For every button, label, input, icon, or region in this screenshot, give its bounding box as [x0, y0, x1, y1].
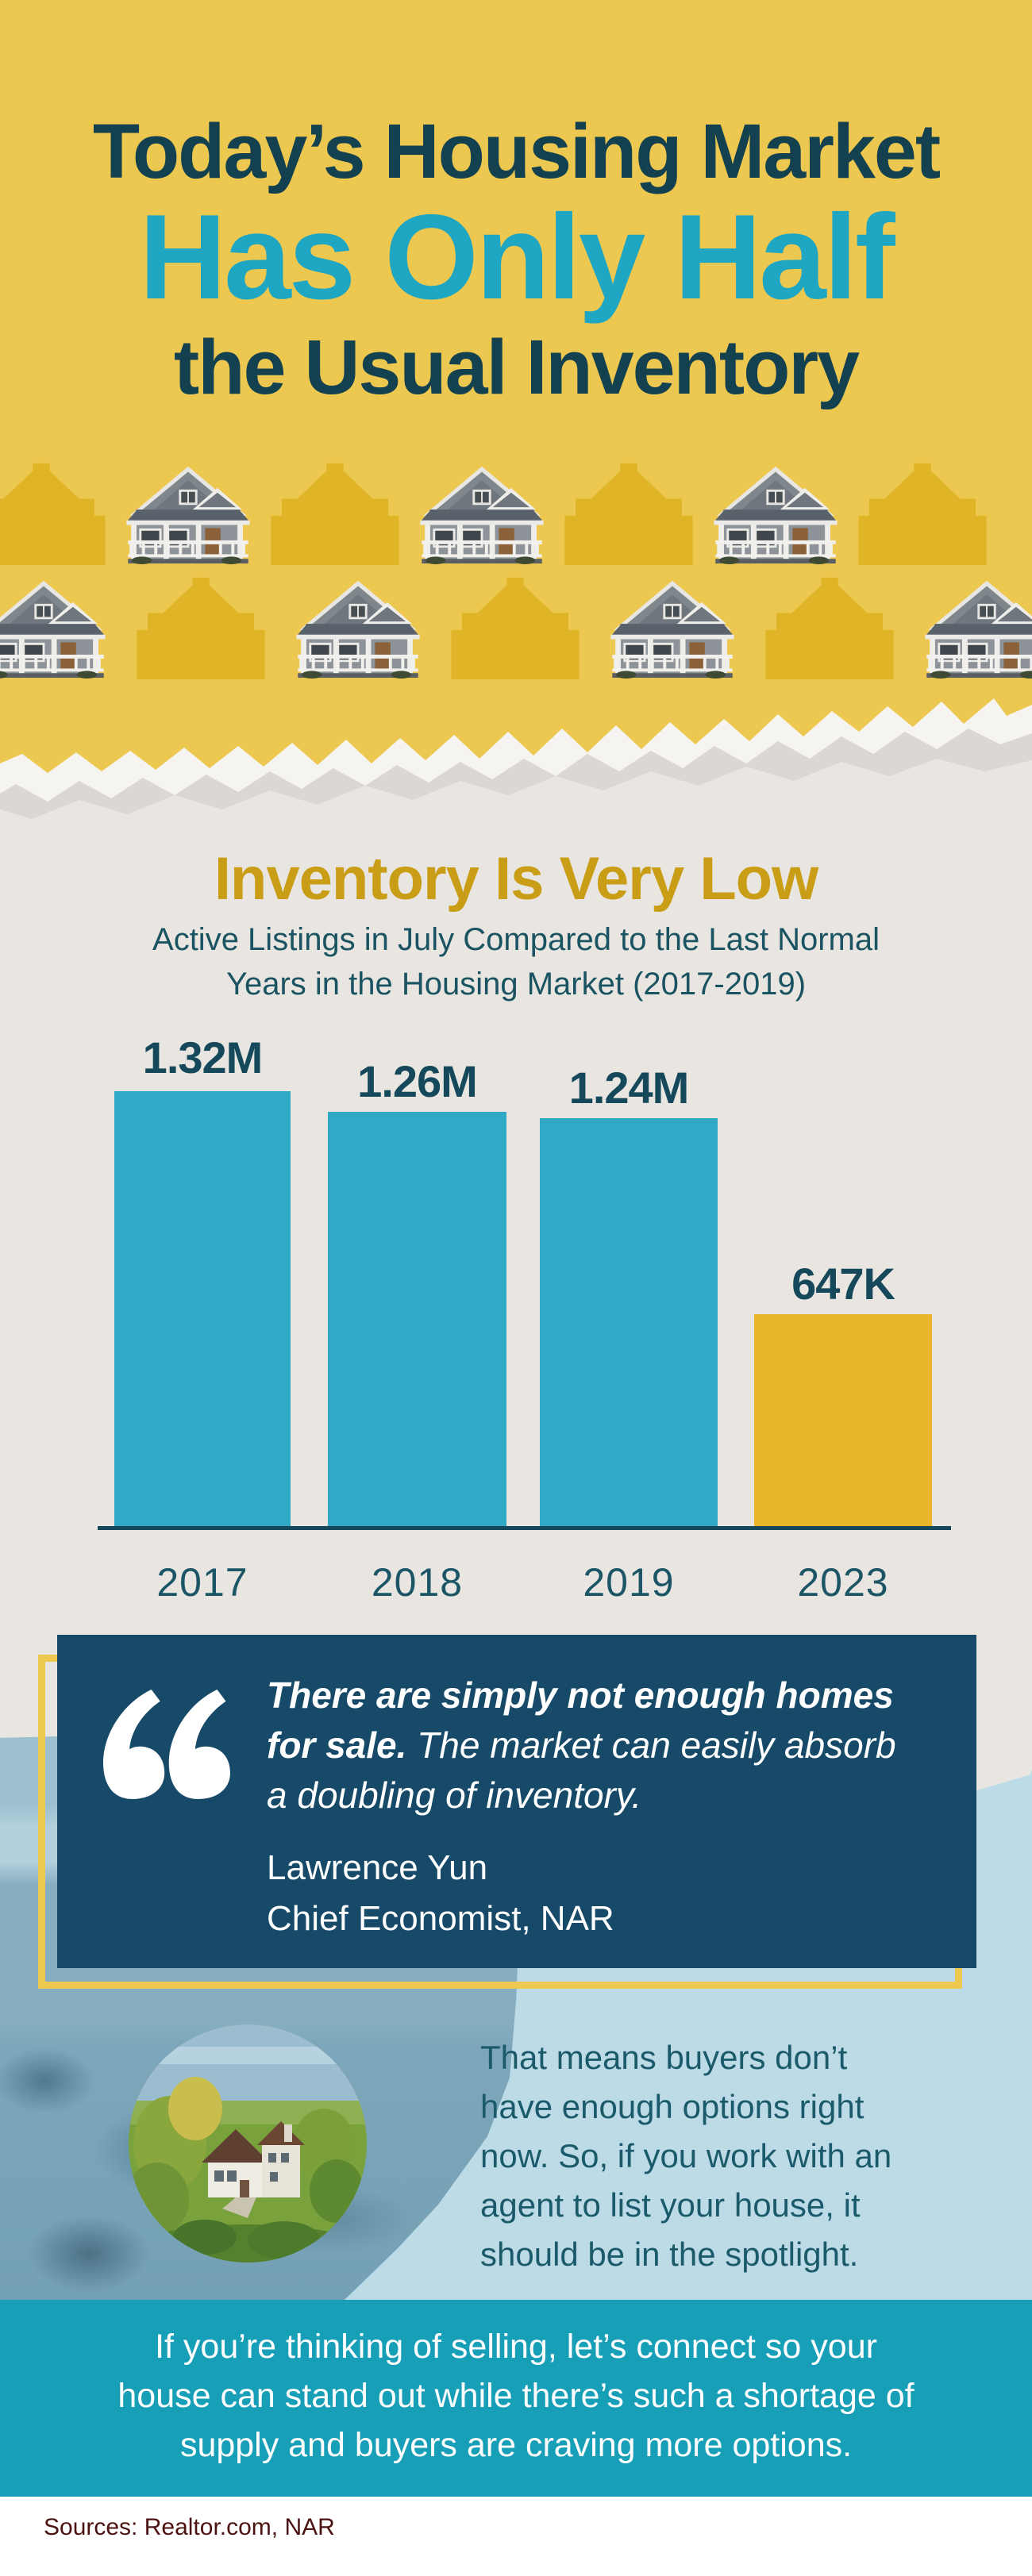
bar-value-2017: 1.32M: [142, 1032, 263, 1082]
axis-label-2019: 2019: [583, 1560, 675, 1605]
hero-title-line1: Today’s Housing Market: [92, 108, 940, 194]
bar-value-2019: 1.24M: [568, 1063, 689, 1113]
chart-subtitle-line1: Active Listings in July Compared to the Last Normal: [152, 922, 880, 957]
spotlight-line2: have enough options right: [480, 2088, 864, 2125]
house-silhouette-icon: [855, 459, 990, 565]
house-photo-icon: [411, 459, 553, 565]
cta-line2: house can stand out while there’s such a shortage of: [117, 2377, 915, 2415]
spotlight-line1: That means buyers don’t: [480, 2039, 848, 2076]
bar-2019: [540, 1118, 718, 1526]
quote-line2: [267, 1721, 934, 1771]
sources-text: Sources: Realtor.com, NAR: [44, 2514, 335, 2540]
spotlight-line3: now. So, if you work with an: [480, 2137, 892, 2174]
house-photo-icon: [602, 573, 743, 679]
quote-text: [267, 1671, 934, 1821]
axis-label-2018: 2018: [371, 1560, 464, 1605]
cta-line3: supply and buyers are craving more options.: [179, 2426, 853, 2464]
house-silhouette-icon: [762, 573, 897, 679]
quote-line1: There are simply not enough homes: [267, 1674, 894, 1716]
house-silhouette-icon: [448, 573, 583, 679]
quote-line2-bold: for sale.: [267, 1724, 407, 1766]
house-aerial-photo: [129, 2024, 367, 2263]
quote-mark-icon: [103, 1689, 230, 1800]
house-silhouette-icon: [0, 459, 109, 565]
quote-line3: a doubling of inventory.: [267, 1774, 642, 1816]
chart-subtitle: [0, 917, 1032, 1006]
quote-author: Lawrence Yun: [267, 1848, 488, 1887]
footer: [0, 2497, 1032, 2576]
house-photo-icon: [916, 573, 1032, 679]
axis-label-2023: 2023: [797, 1560, 889, 1605]
house-silhouette-icon: [268, 459, 402, 565]
bar-2017: [114, 1091, 291, 1526]
house-photo-icon: [705, 459, 846, 565]
house-photo-icon: [287, 573, 429, 679]
chart-axis-line: [98, 1526, 951, 1530]
hero-title-line3: the Usual Inventory: [173, 324, 859, 410]
chart-subtitle-line2: Years in the Housing Market (2017-2019): [225, 967, 807, 1002]
chart-title: Inventory Is Very Low: [214, 845, 818, 913]
axis-label-2017: 2017: [156, 1560, 248, 1605]
quote-line2-rest: The market can easily absorb: [406, 1724, 896, 1766]
spotlight-line4: agent to list your house, it: [480, 2186, 861, 2224]
house-photo-icon: [117, 459, 259, 565]
house-photo-icon: [0, 573, 114, 679]
hero-title-line2: Has Only Half: [139, 190, 893, 325]
house-silhouette-icon: [133, 573, 268, 679]
cta-line1: If you’re thinking of selling, let’s connect so your: [155, 2328, 877, 2366]
bar-value-2018: 1.26M: [357, 1056, 477, 1106]
spotlight-line5: should be in the spotlight.: [480, 2236, 859, 2273]
spotlight-paragraph: [480, 2033, 957, 2279]
cta-text: [0, 2300, 1032, 2470]
bar-value-2023: 647K: [791, 1259, 895, 1309]
cta-band: [0, 2300, 1032, 2497]
house-silhouette-icon: [561, 459, 696, 565]
bar-2018: [328, 1112, 506, 1526]
quote-attribution: [267, 1843, 822, 1944]
quote-author-title: Chief Economist, NAR: [267, 1899, 614, 1938]
bar-2023: [754, 1314, 932, 1526]
